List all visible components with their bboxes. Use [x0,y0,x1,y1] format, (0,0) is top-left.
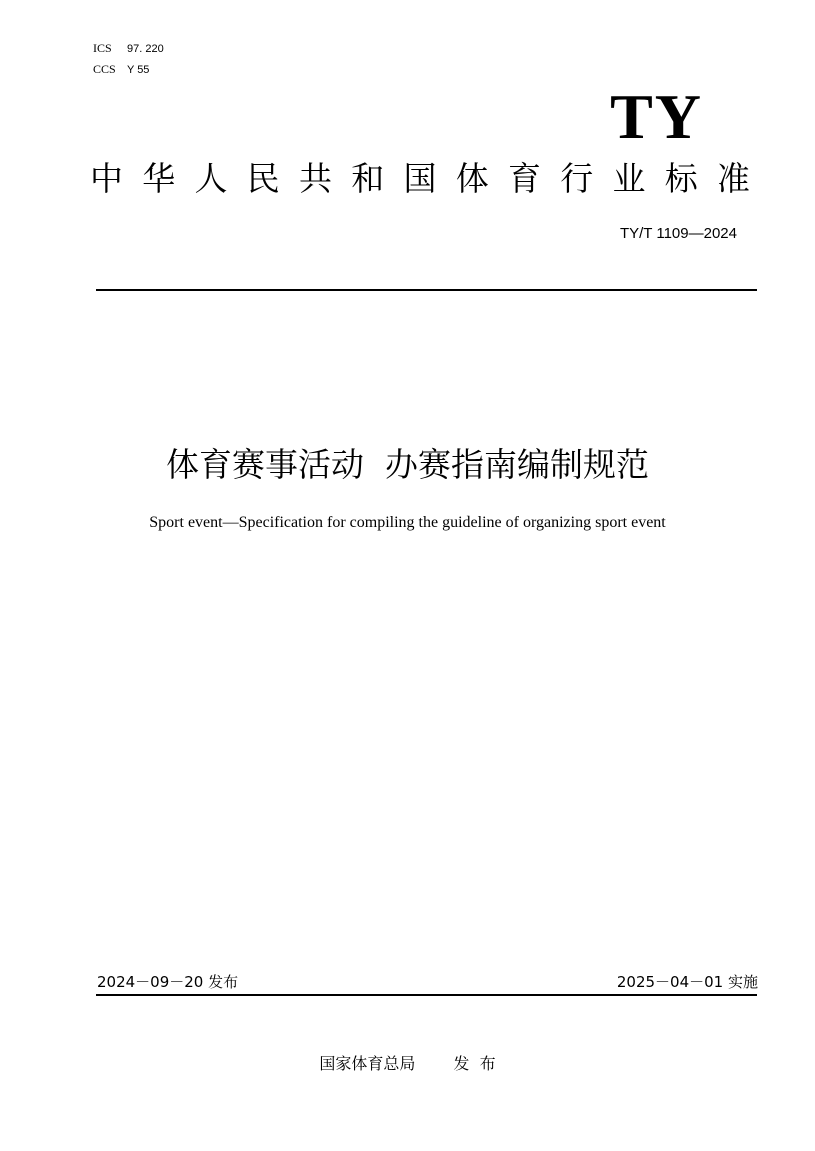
standard-title-char: 业 [612,159,646,198]
issuer-name: 国家体育总局 [319,1054,416,1073]
document-title-cn: 体育赛事活动 办赛指南编制规范 [166,445,649,484]
standard-title-char: 中 [90,159,123,198]
publish-date: 2024－09－20 发布 [97,973,239,991]
ccs-label: CCS [93,62,116,76]
standard-title-char: 准 [717,159,750,198]
ics-label: ICS [93,41,112,55]
header-divider [96,289,757,291]
standard-title-char: 体 [455,159,489,198]
standard-title-char: 行 [560,159,594,198]
standard-code: TY/T 1109—2024 [619,225,737,242]
standard-title-char: 人 [194,159,228,198]
standard-title-char: 民 [246,159,280,198]
document-title-en: Sport event—Specification for compiling the guideline of organizing sport event [149,514,666,531]
standard-title-char: 共 [299,159,332,198]
issuer-action: 发 布 [453,1054,496,1073]
ccs-line [93,62,149,77]
standard-mark: TY [610,81,703,152]
standard-title-char: 育 [508,159,541,198]
footer-divider [96,994,757,996]
standard-title-char: 和 [351,159,385,198]
ccs-value: Y 55 [127,64,150,76]
standard-title [90,159,750,199]
standard-title-char: 标 [664,159,698,198]
implement-date: 2025－04－01 实施 [616,973,758,991]
ics-value: 97. 220 [127,43,164,55]
standard-title-char: 华 [142,159,176,198]
standard-title-char: 国 [403,159,437,198]
issuer-line [0,1053,815,1075]
ics-line [93,41,164,56]
